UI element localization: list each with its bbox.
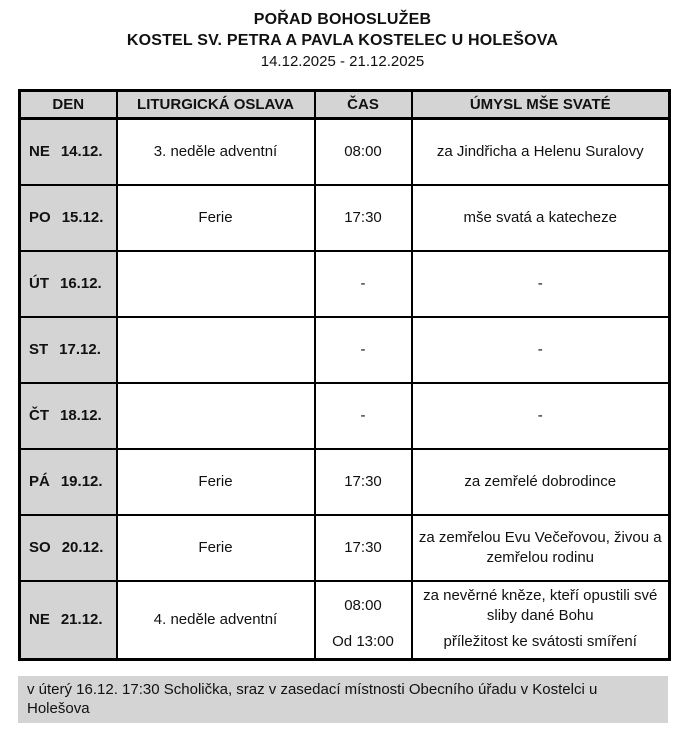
time-secondary: Od 13:00 <box>332 633 394 650</box>
day-date: 21.12. <box>60 610 103 628</box>
column-header-umysl: ÚMYSL MŠE SVATÉ <box>412 91 670 119</box>
time-cell: 17:30 <box>315 185 412 251</box>
day-date: 14.12. <box>60 143 103 160</box>
celebration-cell <box>117 317 315 383</box>
day-abbrev: NE <box>29 143 50 160</box>
table-row <box>20 515 670 581</box>
page-title: POŘAD BOHOSLUŽEB <box>253 11 432 28</box>
intention-primary: za nevěrné kněze, kteří opustili své sliby dané Bohu <box>423 587 658 624</box>
intention-cell: mše svatá a katecheze <box>412 185 670 251</box>
day-abbrev: PÁ <box>29 472 50 490</box>
day-date: 15.12. <box>61 208 104 226</box>
time-cell: - <box>315 317 412 383</box>
day-cell <box>20 119 117 185</box>
celebration-cell: Ferie <box>117 185 315 251</box>
day-date: 20.12. <box>61 538 104 556</box>
day-cell <box>20 581 117 660</box>
day-abbrev: SO <box>29 538 51 556</box>
time-cell: 08:00 <box>315 119 412 185</box>
celebration-cell: Ferie <box>117 515 315 581</box>
intention-cell: za zemřelou Evu Večeřovou, živou a zemřelou rodinu <box>412 515 670 581</box>
day-cell <box>20 515 117 581</box>
intention-secondary: příležitost ke svátosti smíření <box>443 633 637 650</box>
day-cell <box>20 317 117 383</box>
table-row <box>20 185 670 251</box>
table-row <box>20 383 670 449</box>
intention-stack <box>413 582 669 658</box>
table-row <box>20 317 670 383</box>
intention-cell: - <box>412 383 670 449</box>
title-block <box>0 9 685 72</box>
schedule-table <box>18 89 671 661</box>
date-range: 14.12.2025 - 21.12.2025 <box>260 53 425 70</box>
column-header-cas: ČAS <box>315 91 412 119</box>
table-row <box>20 251 670 317</box>
day-abbrev: NE <box>29 610 50 628</box>
time-cell: 17:30 <box>315 515 412 581</box>
header-row <box>20 91 670 119</box>
table-row <box>20 449 670 515</box>
day-abbrev: ST <box>29 340 49 358</box>
page-subtitle: KOSTEL SV. PETRA A PAVLA KOSTELEC U HOLEŠOVA <box>126 32 559 49</box>
intention-cell: - <box>412 251 670 317</box>
day-cell <box>20 449 117 515</box>
footer-note: v úterý 16.12. 17:30 Scholička, sraz v zasedací místnosti Obecního úřadu v Kostelci u Holešova <box>18 676 668 723</box>
intention-cell: za Jindřicha a Helenu Suralovy <box>412 119 670 185</box>
day-cell <box>20 383 117 449</box>
day-abbrev: ÚT <box>29 274 49 292</box>
time-cell: - <box>315 383 412 449</box>
day-abbrev: ČT <box>29 406 49 424</box>
day-abbrev: PO <box>29 208 51 226</box>
column-header-den: DEN <box>20 91 117 119</box>
day-cell <box>20 185 117 251</box>
intention-cell: - <box>412 317 670 383</box>
celebration-cell: Ferie <box>117 449 315 515</box>
celebration-cell: 3. neděle adventní <box>117 119 315 185</box>
table-row <box>20 581 670 660</box>
day-date: 17.12. <box>59 340 101 358</box>
celebration-cell: 4. neděle adventní <box>117 581 315 660</box>
day-date: 16.12. <box>60 274 102 292</box>
column-header-liturgicka-oslava: LITURGICKÁ OSLAVA <box>117 91 315 119</box>
time-stack <box>316 582 411 658</box>
intention-cell: za zemřelé dobrodince <box>412 449 670 515</box>
table-row <box>20 119 670 185</box>
time-cell <box>315 581 412 660</box>
celebration-cell <box>117 251 315 317</box>
time-primary: 08:00 <box>344 597 382 614</box>
day-cell <box>20 251 117 317</box>
day-date: 19.12. <box>60 472 103 490</box>
time-cell: 17:30 <box>315 449 412 515</box>
time-cell: - <box>315 251 412 317</box>
day-date: 18.12. <box>60 406 102 424</box>
celebration-cell <box>117 383 315 449</box>
intention-cell <box>412 581 670 660</box>
